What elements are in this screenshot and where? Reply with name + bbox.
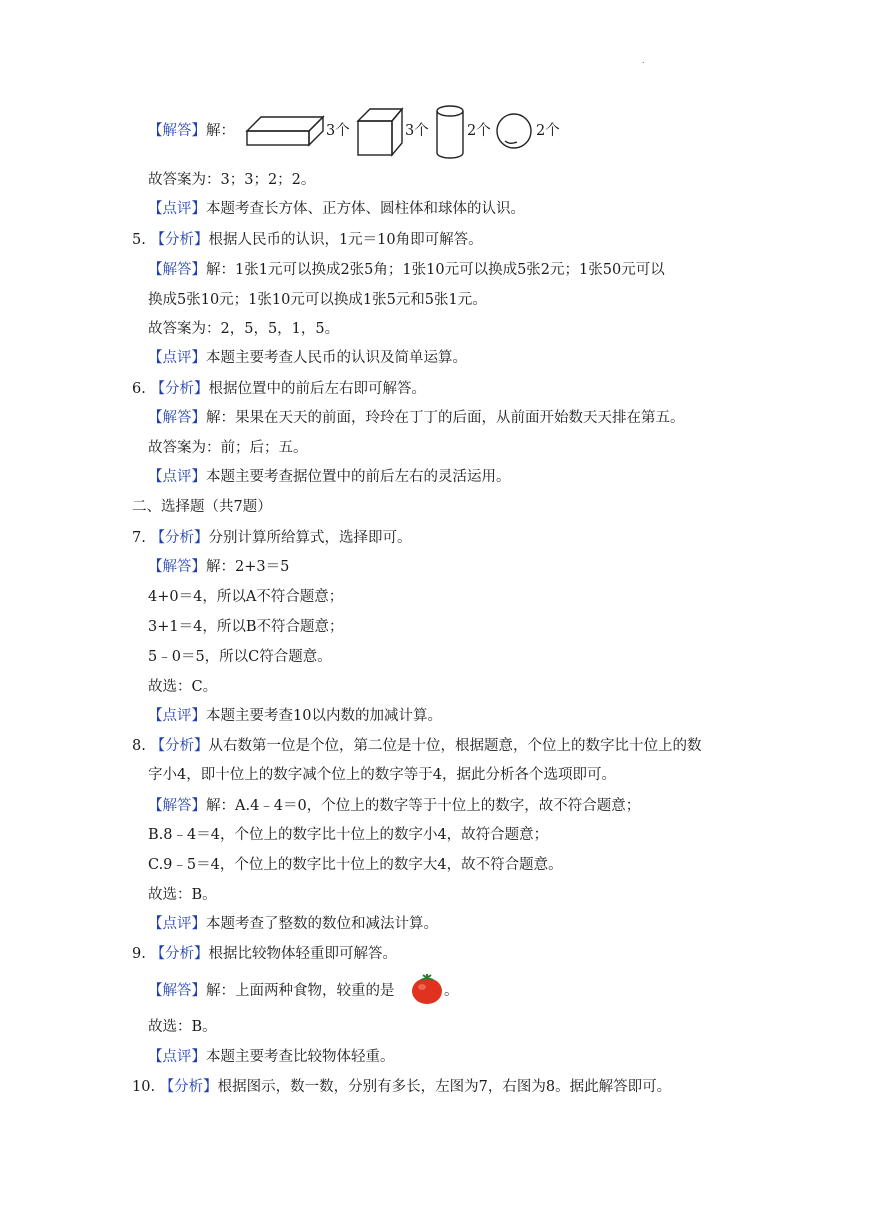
q6-comment: 【点评】本题主要考查据位置中的前后左右的灵活运用。 — [148, 469, 511, 485]
q9-analysis: 9. 【分析】根据比较物体轻重即可解答。 — [132, 946, 397, 962]
q9-number: 9. — [132, 946, 146, 962]
q9-answer: 故选：B。 — [148, 1019, 217, 1035]
q7-number: 7. — [132, 530, 146, 546]
solution-tag: 【解答】 — [148, 123, 206, 139]
q9-solution: 【解答】解：上面两种食物，较重的是 — [148, 983, 395, 999]
q7-line-b: 3+1＝4，所以B不符合题意； — [148, 619, 344, 635]
section-2-title: 二、选择题（共7题） — [132, 499, 272, 515]
q5-answer: 故答案为：2，5，5，1，5。 — [148, 321, 340, 337]
comment-tag: 【点评】 — [148, 350, 206, 366]
analysis-tag: 【分析】 — [150, 381, 209, 397]
q5-solution-line2: 换成5张10元；1张10元可以换成1张5元和5张1元。 — [148, 292, 487, 308]
comment-tag: 【点评】 — [148, 1049, 206, 1065]
q8-analysis-line2: 字小4，即十位上的数字减个位上的数字等于4，据此分析各个选项即可。 — [148, 767, 616, 783]
analysis-tag: 【分析】 — [159, 1079, 218, 1095]
q5-solution-line1: 【解答】解：1张1元可以换成2张5角；1张10元可以换成5张2元；1张50元可以 — [148, 262, 665, 278]
q7-line-a: 4+0＝4，所以A不符合题意； — [148, 589, 344, 605]
q7-solution: 【解答】解：2+3＝5 — [148, 559, 290, 575]
q5-comment: 【点评】本题主要考查人民币的认识及简单运算。 — [148, 350, 467, 366]
q4-count-sphere: 2个 — [536, 123, 560, 139]
q8-answer: 故选：B。 — [148, 887, 217, 903]
q6-answer: 故答案为：前；后；五。 — [148, 440, 308, 456]
cylinder-icon — [435, 104, 465, 160]
header-dot: . — [642, 56, 645, 65]
q6-analysis: 6. 【分析】根据位置中的前后左右即可解答。 — [132, 381, 426, 397]
q5-analysis: 5. 【分析】根据人民币的认识，1元＝10角即可解答。 — [132, 232, 483, 248]
q7-answer: 故选：C。 — [148, 679, 218, 695]
q6-number: 6. — [132, 381, 146, 397]
cube-icon — [356, 107, 404, 157]
q8-line-c: C.9﹣5＝4，个位上的数字比十位上的数字大4，故不符合题意。 — [148, 857, 563, 873]
q4-comment: 【点评】本题考查长方体、正方体、圆柱体和球体的认识。 — [148, 201, 525, 217]
q4-count-cylinder: 2个 — [467, 123, 491, 139]
analysis-tag: 【分析】 — [150, 232, 209, 248]
solution-tag: 【解答】 — [148, 798, 206, 814]
solution-tag: 【解答】 — [148, 262, 206, 278]
q7-comment: 【点评】本题主要考查10以内数的加减计算。 — [148, 708, 442, 724]
analysis-tag: 【分析】 — [150, 946, 209, 962]
q4-count-cuboid: 3个 — [326, 123, 350, 139]
q8-analysis-line1: 8. 【分析】从右数第一位是个位，第二位是十位，根据题意，个位上的数字比十位上的数 — [132, 738, 702, 754]
solution-tag: 【解答】 — [148, 559, 206, 575]
sphere-icon — [495, 112, 533, 150]
q5-number: 5. — [132, 232, 146, 248]
q4-count-cube: 3个 — [405, 123, 429, 139]
q7-analysis: 7. 【分析】分别计算所给算式，选择即可。 — [132, 530, 412, 546]
comment-tag: 【点评】 — [148, 708, 206, 724]
cuboid-icon — [245, 113, 325, 147]
q8-line-b: B.8﹣4＝4，个位上的数字比十位上的数字小4，故符合题意； — [148, 827, 549, 843]
q9-comment: 【点评】本题主要考查比较物体轻重。 — [148, 1049, 395, 1065]
q6-solution: 【解答】解：果果在天天的前面，玲玲在丁丁的后面，从前面开始数天天排在第五。 — [148, 410, 685, 426]
comment-tag: 【点评】 — [148, 201, 206, 217]
q4-solution-label: 【解答】解： — [148, 123, 235, 139]
comment-tag: 【点评】 — [148, 469, 206, 485]
q4-answer: 故答案为：3；3；2；2。 — [148, 172, 316, 188]
analysis-tag: 【分析】 — [150, 530, 209, 546]
q7-line-c: 5﹣0＝5，所以C符合题意。 — [148, 649, 332, 665]
comment-tag: 【点评】 — [148, 916, 206, 932]
q8-comment: 【点评】本题考查了整数的数位和减法计算。 — [148, 916, 438, 932]
q10-number: 10. — [132, 1079, 156, 1095]
q8-solution: 【解答】解：A.4﹣4＝0，个位上的数字等于十位上的数字，故不符合题意； — [148, 798, 641, 814]
solution-tag: 【解答】 — [148, 410, 206, 426]
q10-analysis: 10. 【分析】根据图示，数一数，分别有多长，左图为7，右图为8。据此解答即可。 — [132, 1079, 672, 1095]
q9-solution-end: 。 — [444, 983, 459, 999]
q8-number: 8. — [132, 738, 146, 754]
analysis-tag: 【分析】 — [150, 738, 209, 754]
solution-tag: 【解答】 — [148, 983, 206, 999]
tomato-icon — [410, 972, 444, 1006]
